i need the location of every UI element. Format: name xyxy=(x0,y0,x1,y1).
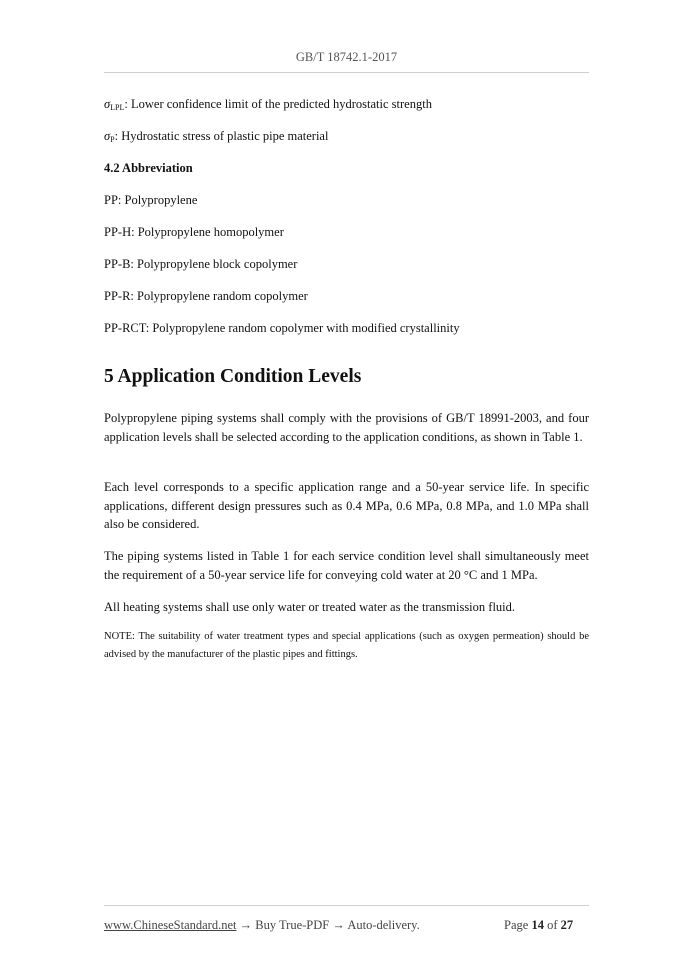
symbol-definition-p xyxy=(104,129,328,147)
symbol-description: : Hydrostatic stress of plastic pipe material xyxy=(114,129,329,143)
page-total: 27 xyxy=(560,918,574,932)
arrow-icon: → xyxy=(239,918,253,932)
section-5-paragraph: Each level corresponds to a specific application range and a 50-year service life. In specific applications, different design pressures such as 0.4 MPa, 0.6 MPa, 0.8 MPa, and 1.0 MPa shall also be considered. xyxy=(104,480,589,531)
page-current: 14 xyxy=(531,918,544,932)
auto-delivery-text: Auto-delivery. xyxy=(347,918,420,932)
abbreviation-item: PP: Polypropylene xyxy=(104,193,198,207)
section-4-2-heading: 4.2 Abbreviation xyxy=(104,161,193,175)
arrow-icon: → xyxy=(332,918,345,932)
symbol-sigma: σ xyxy=(104,129,111,143)
header-divider xyxy=(104,72,589,73)
symbol-subscript: P xyxy=(110,135,115,144)
buy-true-pdf-text: Buy True-PDF xyxy=(255,918,330,932)
site-link[interactable]: www.ChineseStandard.net xyxy=(104,918,237,932)
section-5-paragraph: Polypropylene piping systems shall comply with the provisions of GB/T 18991-2003, and four application levels shall be selected according to the application conditions, as shown in Table 1. xyxy=(104,411,589,444)
page-of-label: of xyxy=(547,918,558,932)
abbreviation-item: PP-B: Polypropylene block copolymer xyxy=(104,257,298,271)
abbreviation-item: PP-RCT: Polypropylene random copolymer with modified crystallinity xyxy=(104,321,460,335)
abbreviation-item: PP-H: Polypropylene homopolymer xyxy=(104,225,284,239)
section-5-note: NOTE: The suitability of water treatment types and special applications (such as oxygen permeation) should be advised by the manufacturer of the plastic pipes and fittings. xyxy=(104,631,589,660)
footer-divider xyxy=(104,905,589,906)
symbol-description: : Lower confidence limit of the predicted hydrostatic strength xyxy=(124,97,432,111)
page-label: Page xyxy=(504,918,529,932)
footer-links xyxy=(104,918,420,933)
symbol-subscript: LPL xyxy=(110,103,125,112)
page-number xyxy=(504,918,573,933)
document-header: GB/T 18742.1-2017 xyxy=(295,50,398,64)
section-5-heading: 5 Application Condition Levels xyxy=(104,366,362,387)
section-5-paragraph: All heating systems shall use only water or treated water as the transmission fluid. xyxy=(104,600,516,614)
symbol-definition-lpl xyxy=(104,97,432,115)
symbol-sigma: σ xyxy=(104,97,111,111)
section-5-paragraph: The piping systems listed in Table 1 for each service condition level shall simultaneously meet the requirement of a 50-year service life for conveying cold water at 20 °C and 1 MPa. xyxy=(104,549,589,582)
abbreviation-item: PP-R: Polypropylene random copolymer xyxy=(104,289,308,303)
